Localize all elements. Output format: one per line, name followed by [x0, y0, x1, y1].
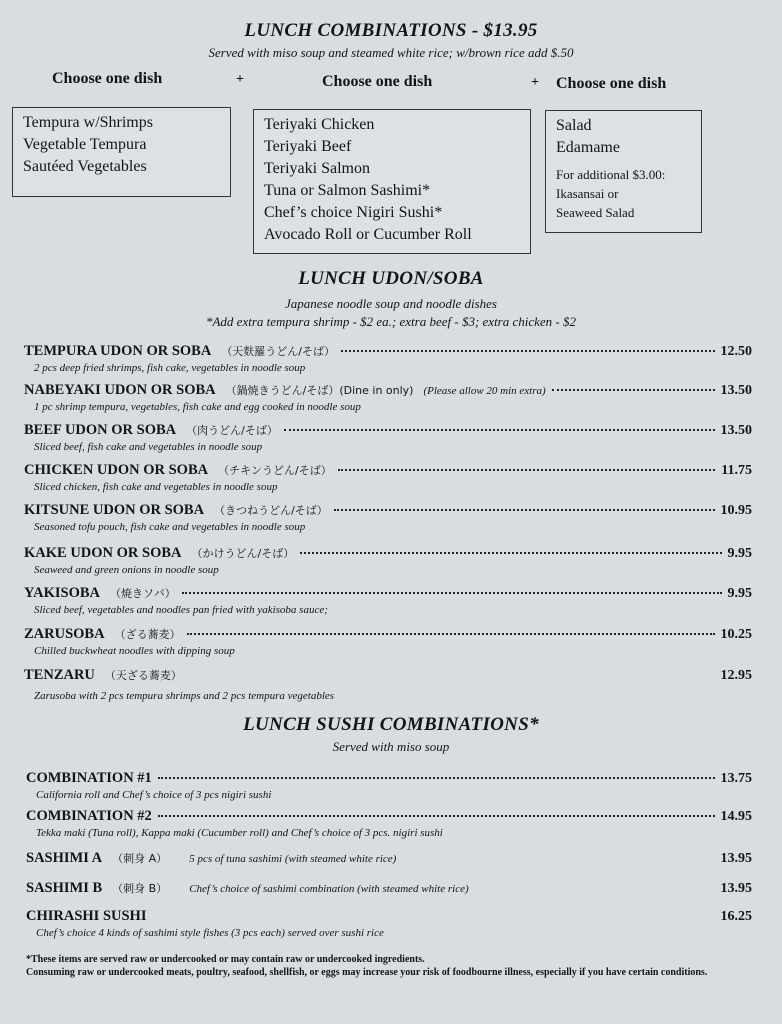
item-price: 12.50	[720, 344, 752, 359]
footnote-line-1: *These items are served raw or undercooked or may contain raw or undercooked ingredients.	[26, 954, 425, 965]
item-description: Zarusoba with 2 pcs tempura shrimps and 2 pcs tempura vegetables	[34, 690, 335, 702]
raw-food-footnote	[26, 953, 756, 979]
item-japanese-name: （肉うどん/そば）	[186, 424, 278, 437]
combo-box-3	[545, 110, 702, 233]
dot-leader	[300, 552, 721, 554]
item-description: Sliced chicken, fish cake and vegetables in noodle soup	[34, 481, 278, 493]
item-price: 13.75	[720, 771, 752, 786]
item-japanese-name: （天麩羅うどん/そば）	[221, 345, 336, 358]
menu-item-combination-2	[26, 808, 752, 842]
item-name: SASHIMI A	[26, 850, 103, 866]
choose-dish-label-2: Choose one dish	[322, 73, 433, 90]
item-description: Sliced beef, vegetables and noodles pan fried with yakisoba sauce;	[34, 604, 328, 616]
item-name: BEEF UDON OR SOBA	[24, 422, 177, 438]
item-description: 2 pcs deep fried shrimps, fish cake, vegetables in noodle soup	[34, 362, 306, 374]
item-price: 10.95	[720, 503, 752, 518]
combo-box-1	[12, 107, 231, 197]
combo-choice: Avocado Roll or Cucumber Roll	[264, 226, 472, 243]
item-name: TEMPURA UDON OR SOBA	[24, 343, 212, 359]
item-name: TENZARU	[24, 667, 95, 683]
item-japanese-name: （焼きソバ）	[110, 587, 176, 600]
combo-choice: Chef’s choice Nigiri Sushi*	[264, 204, 443, 221]
item-name: COMBINATION #1	[26, 770, 152, 786]
item-price: 10.25	[720, 627, 752, 642]
udon-soba-title: LUNCH UDON/SOBA	[298, 268, 484, 289]
combo-choice: Tempura w/Shrimps	[23, 114, 153, 131]
menu-item-kitsune-udon	[24, 502, 752, 538]
item-japanese-name: （ざる蕎麦）	[114, 628, 181, 641]
dot-leader	[187, 633, 715, 635]
item-japanese-name: （きつねうどん/そば）	[214, 504, 328, 517]
dot-leader	[182, 592, 722, 594]
menu-item-chicken-udon	[24, 462, 752, 498]
sushi-combinations-subtitle: Served with miso soup	[332, 739, 450, 754]
menu-item-tempura-udon	[24, 343, 752, 379]
plus-sign-1: +	[236, 72, 244, 87]
item-description: Sliced beef, fish cake and vegetables in noodle soup	[34, 441, 263, 453]
dot-leader	[158, 777, 715, 779]
item-description: 5 pcs of tuna sashimi (with steamed white rice)	[189, 853, 397, 865]
item-note: (Please allow 20 min extra)	[423, 385, 546, 397]
udon-soba-extras-note: *Add extra tempura shrimp - $2 ea.; extra beef - $3; extra chicken - $2	[205, 314, 577, 329]
item-name: SASHIMI B	[26, 880, 103, 896]
item-price: 13.50	[720, 423, 752, 438]
item-name: YAKISOBA	[24, 585, 101, 601]
menu-item-sashimi-a	[26, 850, 752, 872]
footnote-line-2: Consuming raw or undercooked meats, poultry, seafood, shellfish, or eggs may increase your risk of foodbourne illness, especially if you have certain conditions.	[26, 967, 708, 978]
item-description: California roll and Chef’s choice of 3 pcs nigiri sushi	[36, 789, 272, 801]
combo-extra-line: Seaweed Salad	[556, 205, 635, 220]
combo-choice: Tuna or Salmon Sashimi*	[264, 182, 431, 199]
item-name: COMBINATION #2	[26, 808, 152, 824]
item-price: 13.50	[720, 383, 752, 398]
item-name: NABEYAKI UDON OR SOBA	[24, 382, 216, 398]
menu-item-beef-udon	[24, 422, 752, 458]
item-description: Tekka maki (Tuna roll), Kappa maki (Cucumber roll) and Chef’s choice of 3 pcs. nigiri sushi	[36, 827, 443, 839]
menu-item-zarusoba	[24, 626, 752, 662]
choose-dish-label-3: Choose one dish	[556, 75, 667, 92]
item-name: CHICKEN UDON OR SOBA	[24, 462, 209, 478]
combo-box-2	[253, 109, 531, 254]
choose-dish-label-1: Choose one dish	[52, 70, 163, 87]
combo-choice: Sautéed Vegetables	[23, 158, 147, 175]
menu-item-sashimi-b	[26, 880, 752, 902]
item-price: 14.95	[720, 809, 752, 824]
combo-choice: Vegetable Tempura	[23, 136, 147, 153]
combo-choice: Edamame	[556, 139, 620, 156]
dot-leader	[334, 509, 715, 511]
dot-leader	[284, 429, 715, 431]
menu-item-yakisoba	[24, 585, 752, 621]
lunch-combinations-title: LUNCH COMBINATIONS - $13.95	[244, 20, 538, 41]
item-price: 12.95	[720, 668, 752, 683]
combo-extra-line: Ikasansai or	[556, 186, 619, 201]
item-name: KAKE UDON OR SOBA	[24, 545, 182, 561]
dot-leader	[338, 469, 716, 471]
udon-soba-subtitle: Japanese noodle soup and noodle dishes	[285, 296, 497, 311]
dot-leader	[158, 815, 715, 817]
item-japanese-name: （天ざる蕎麦）	[104, 669, 182, 682]
combo-choice: Salad	[556, 117, 592, 134]
item-name: ZARUSOBA	[24, 626, 105, 642]
item-price: 13.95	[720, 851, 752, 866]
combo-extra-line: For additional $3.00:	[556, 167, 666, 182]
item-description: Chef’s choice of sashimi combination (with steamed white rice)	[189, 883, 469, 895]
menu-item-chirashi-sushi	[26, 908, 752, 942]
menu-item-combination-1	[26, 770, 752, 804]
plus-sign-2: +	[531, 75, 539, 90]
item-description: Seaweed and green onions in noodle soup	[34, 564, 219, 576]
combo-choice: Teriyaki Beef	[264, 138, 352, 155]
item-japanese-name: （かけうどん/そば）	[191, 547, 295, 560]
item-name: CHIRASHI SUSHI	[26, 908, 147, 924]
item-price: 9.95	[727, 546, 752, 561]
menu-item-tenzaru	[24, 667, 752, 707]
item-price: 13.95	[720, 881, 752, 896]
item-japanese-name: （鍋焼きうどん/そば）(Dine in only)	[225, 384, 414, 397]
item-japanese-name: （刺身 B）	[112, 882, 168, 895]
item-price: 16.25	[720, 909, 752, 924]
menu-item-kake-udon	[24, 545, 752, 581]
sushi-combinations-title: LUNCH SUSHI COMBINATIONS*	[243, 714, 539, 735]
item-price: 9.95	[727, 586, 752, 601]
menu-item-nabeyaki-udon	[24, 382, 752, 418]
item-japanese-name: （刺身 A）	[112, 852, 168, 865]
lunch-combinations-subtitle: Served with miso soup and steamed white rice; w/brown rice add $.50	[208, 45, 574, 60]
combo-choice: Teriyaki Salmon	[264, 160, 370, 177]
item-price: 11.75	[721, 463, 752, 478]
item-description: Chef’s choice 4 kinds of sashimi style fishes (3 pcs each) served over sushi rice	[36, 927, 384, 939]
item-japanese-name: （チキンうどん/そば）	[218, 464, 332, 477]
item-description: Chilled buckwheat noodles with dipping soup	[34, 645, 235, 657]
item-description: Seasoned tofu pouch, fish cake and vegetables in noodle soup	[34, 521, 306, 533]
dot-leader	[341, 350, 714, 352]
dot-leader	[552, 389, 715, 391]
item-description: 1 pc shrimp tempura, vegetables, fish cake and egg cooked in noodle soup	[34, 401, 361, 413]
item-name: KITSUNE UDON OR SOBA	[24, 502, 205, 518]
combo-choice: Teriyaki Chicken	[264, 116, 375, 133]
